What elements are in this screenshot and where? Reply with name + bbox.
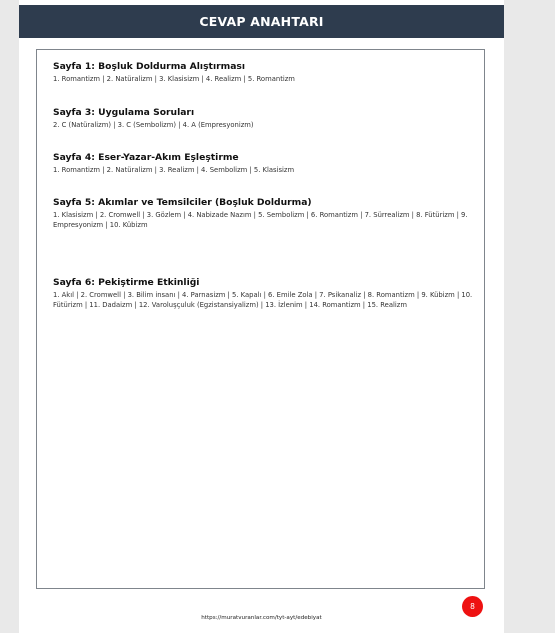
section-title: Sayfa 1: Boşluk Doldurma Alıştırması (53, 61, 246, 72)
section-page-1 (53, 61, 473, 85)
answer-key-frame (36, 49, 485, 589)
page-number-badge (462, 596, 483, 617)
section-answers: 1. Romantizm | 2. Natüralizm | 3. Realizm | 4. Sembolizm | 5. Klasisizm (53, 166, 295, 174)
section-title: Sayfa 4: Eser-Yazar-Akım Eşleştirme (53, 152, 239, 163)
section-answers: 1. Klasisizm | 2. Cromwell | 3. Gözlem | 4. Nabizade Nazım | 5. Sembolizm | 6. Romantizm | 7. Sürrealizm | 8. Fütürizm | 9. Empresyonizm | 10. Kübizm (53, 211, 468, 229)
section-page-6 (53, 277, 473, 310)
section-page-3 (53, 107, 473, 131)
section-title: Sayfa 5: Akımlar ve Temsilciler (Boşluk Doldurma) (53, 197, 312, 208)
section-page-5 (53, 197, 473, 230)
footer-url-link[interactable]: https://muratvuranlar.com/tyt-ayt/edebiyat (201, 615, 322, 621)
section-title: Sayfa 6: Pekiştirme Etkinliği (53, 277, 200, 288)
page-number: 8 (470, 602, 475, 611)
section-answers: 1. Akıl | 2. Cromwell | 3. Bilim insanı | 4. Parnasizm | 5. Kapalı | 6. Emile Zola | 7. Psikanaliz | 8. Romantizm | 9. Kübizm | 10. Fütürizm | 11. Dadaizm | 12. Varoluşçuluk (Egzistansiyalizm) | 13. İzlenim | 14. Romantizm | 15. Realizm (53, 291, 473, 309)
page-title: CEVAP ANAHTARI (199, 14, 324, 29)
header-bar (19, 5, 504, 38)
section-answers: 1. Romantizm | 2. Natüralizm | 3. Klasisizm | 4. Realizm | 5. Romantizm (53, 75, 295, 83)
section-page-4 (53, 152, 473, 176)
section-answers: 2. C (Natüralizm) | 3. C (Sembolizm) | 4. A (Empresyonizm) (53, 121, 254, 129)
document-page (19, 0, 504, 633)
section-title: Sayfa 3: Uygulama Soruları (53, 107, 195, 118)
